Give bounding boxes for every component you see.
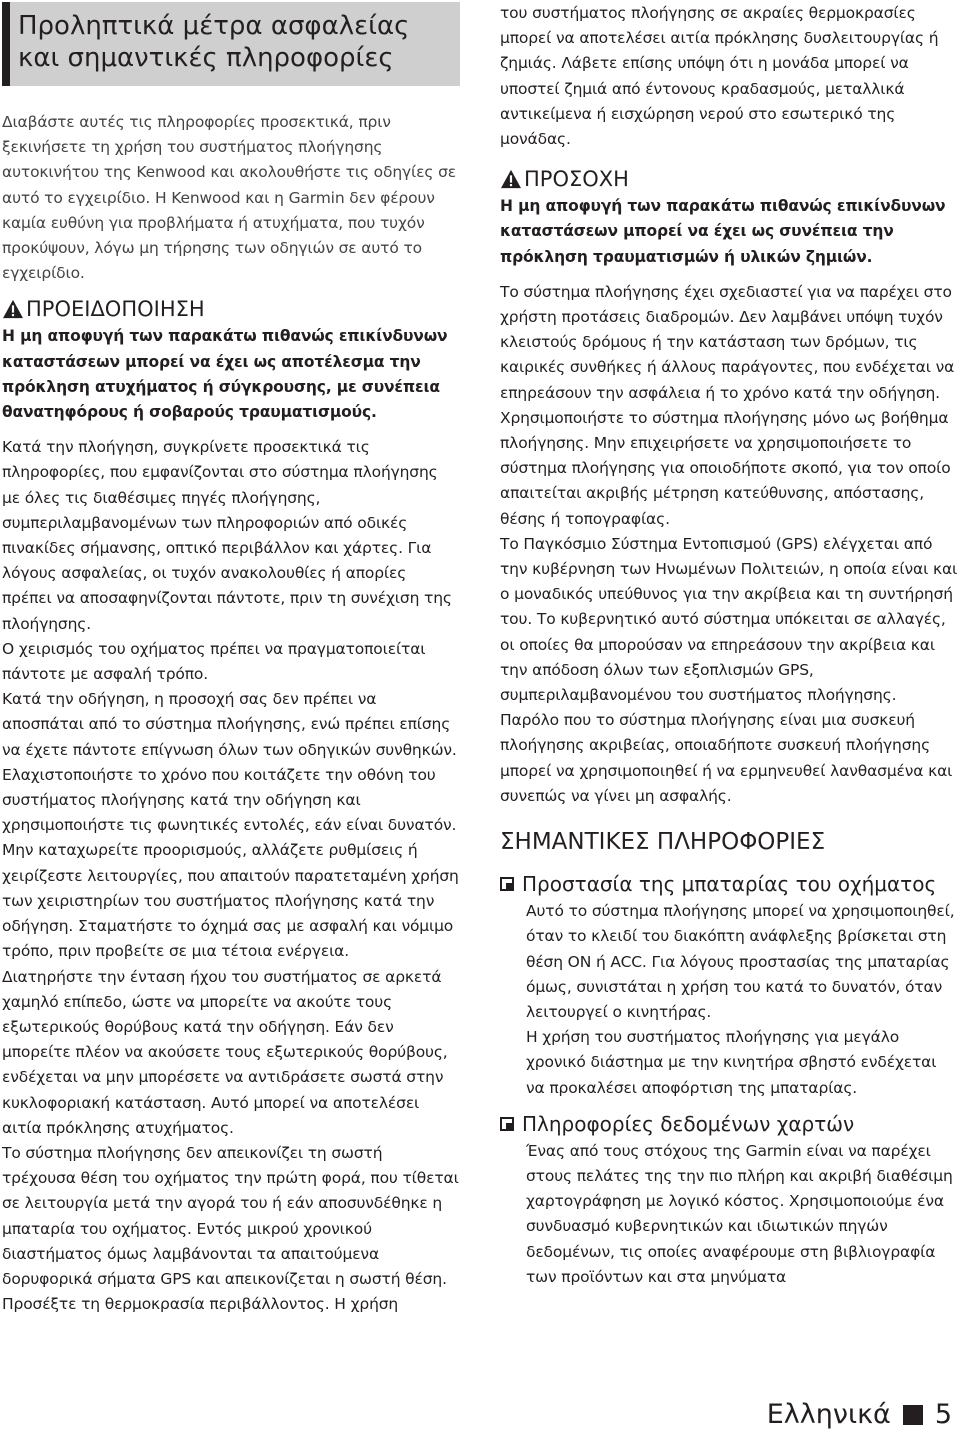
paragraph-route-suggestions: Το σύστημα πλοήγησης έχει σχεδιαστεί για να παρέχει στο χρήστη προτάσεις διαδρομών. Δεν λαμβάνει υπόψη τυχόν κλειστούς δρόμους ή την κατάσταση των δρόμων, τις καιρικές συνθήκες ή άλλους παράγοντες, που ενδέχεται να επηρεάσουν την ασφάλεια ή το χρόνο κατά την οδήγηση. — [500, 282, 955, 402]
footer-square-icon — [903, 1405, 923, 1425]
subsection-heading-battery — [500, 871, 958, 897]
paragraph-battery-2: Η χρήση του συστήματος πλοήγησης για μεγάλο χρονικό διάστημα με την κινητήρα σβηστό ενδέχεται να προκαλέσει αποφόρτιση της μπαταρίας. — [526, 1028, 937, 1097]
paragraph-gps-government: Το Παγκόσμιο Σύστημα Εντοπισμού (GPS) ελέγχεται από την κυβέρνηση των Ηνωμένων Πολιτειών, η οποία είναι και ο μοναδικός υπεύθυνος για την ακρίβεια και τη συντήρησή του. Το κυβερνητικό αυτό σύστημα υπόκειται σε αλλαγές, οι οποίες θα μπορούσαν να επηρεάσουν την ακρίβεια και την απόδοση όλων των εξοπλισμών GPS, συμπεριλαμβανομένου του συστήματος πλοήγησης. Παρόλο που το σύστημα πλοήγησης είναι μια συσκευή πλοήγησης ακριβείας, οποιαδήποτε συσκευή πλοήγησης μπορεί να χρησιμοποιηθεί ή να ερμηνευθεί λανθασμένα και συνεπώς να γίνει μη ασφαλής. — [500, 534, 958, 805]
page-title-line1: Προληπτικά μέτρα ασφαλείας — [18, 11, 410, 41]
warning-text: Η μη αποφυγή των παρακάτω πιθανώς επικίνδυνων καταστάσεων μπορεί να έχει ως αποτέλεσμα την πρόκληση ατυχήματος ή σύγκρουσης, με συνέπεια θανατηφόρους ή σοβαρούς τραυματισμούς. — [2, 327, 448, 422]
page-title-line2: και σημαντικές πληροφορίες — [18, 43, 394, 73]
caution-heading — [500, 166, 958, 192]
caution-text: Η μη αποφυγή των παρακάτω πιθανώς επικίνδυνων καταστάσεων μπορεί να έχει ως συνέπεια την πρόκληση τραυματισμών ή υλικών ζημιών. — [500, 197, 946, 266]
subsection-title-battery: Προστασία της μπαταρίας του οχήματος — [522, 872, 937, 897]
left-column — [2, 0, 460, 1317]
paragraph-safe-operation: Ο χειρισμός του οχήματος πρέπει να πραγματοποιείται πάντοτε με ασφαλή τρόπο. — [2, 639, 426, 684]
subsection-title-map-data: Πληροφορίες δεδομένων χαρτών — [522, 1111, 855, 1136]
warning-heading — [2, 296, 460, 322]
paragraph-temperature: Προσέξτε τη θερμοκρασία περιβάλλοντος. Η χρήση — [2, 1295, 399, 1314]
section-square-icon — [500, 877, 514, 891]
section-title-important-info: ΣΗΜΑΝΤΙΚΕΣ ΠΛΗΡΟΦΟΡΙΕΣ — [500, 829, 826, 856]
paragraph-compare-info: Κατά την πλοήγηση, συγκρίνετε προσεκτικά τις πληροφορίες, που εμφανίζονται στο σύστημα πλοήγησης με όλες τις διαθέσιμες πηγές πλοήγησης, συμπεριλαμβανομένων των πληροφοριών από οδικές πινακίδες σήμανσης, οπτικό περιβάλλον και χάρτες. Για λόγους ασφαλείας, οι τυχόν ανακολουθίες ή απορίες πρέπει να αποσαφηνίζονται πάντοτε, πριν τη συνέχιση της πλοήγησης. — [2, 438, 452, 633]
page-title-box — [2, 2, 460, 86]
paragraph-temperature-cont: του συστήματος πλοήγησης σε ακραίες θερμοκρασίες μπορεί να αποτελέσει αιτία πρόκλησης δυσλειτουργίας ή ζημιάς. Λάβετε επίσης υπόψη ότι η μονάδα μπορεί να υποστεί ζημιά από έντονους κραδασμούς, μεταλλικά αντικείμενα ή εισχώρηση νερού στο εσωτερικό της μονάδας. — [500, 4, 939, 149]
right-column — [500, 0, 958, 1290]
caution-title: ΠΡΟΣΟΧΗ — [524, 167, 629, 192]
section-square-icon — [500, 1117, 514, 1131]
caution-triangle-icon — [500, 169, 522, 189]
page-title — [18, 10, 450, 74]
subsection-heading-map-data — [500, 1111, 958, 1137]
page-footer — [767, 1398, 952, 1432]
paragraph-volume: Διατηρήστε την ένταση ήχου του συστήματος σε αρκετά χαμηλό επίπεδο, ώστε να μπορείτε να ακούτε τους εξωτερικούς θορύβους κατά την οδήγηση. Εάν δεν μπορείτε πλέον να ακούσετε τους εξωτερικούς θορύβους, ενδέχεται να μην μπορέσετε να αντιδράσετε σωστά στην κυκλοφοριακή κατάσταση. Αυτό μπορεί να αποτελέσει αιτία πρόκλησης ατυχήματος. — [2, 967, 448, 1137]
intro-paragraph: Διαβάστε αυτές τις πληροφορίες προσεκτικά, πριν ξεκινήσετε τη χρήση του συστήματος πλοήγησης αυτοκινήτου της Kenwood και ακολουθήστε τις οδηγίες σε αυτό το εγχειρίδιο. Η Kenwood και η Garmin δεν φέρουν καμία ευθύνη για προβλήματα ή ατυχήματα, που τυχόν προκύψουν, λόγω μη τήρησης των οδηγιών σε αυτό το εγχειρίδιο. — [2, 113, 456, 283]
footer-language: Ελληνικά — [766, 1399, 891, 1430]
paragraph-gps-position: Το σύστημα πλοήγησης δεν απεικονίζει τη σωστή τρέχουσα θέση του οχήματος την πρώτη φορά, που τίθεται σε λειτουργία μετά την αγορά του ή εάν αποσυνδέθηκε η μπαταρία του οχήματος. Εντός μικρού χρονικού διαστήματος όμως λαμβάνονται τα απαιτούμενα δορυφορικά σήματα GPS και απεικονίζεται η σωστή θέση. — [2, 1143, 459, 1288]
warning-triangle-icon — [2, 299, 24, 319]
paragraph-map-data: Ένας από τους στόχους της Garmin είναι να παρέχει στους πελάτες της την πιο πλήρη και ακριβή διαθέσιμη χαρτογράφηση με λογικό κόστος. Χρησιμοποιούμε ένα συνδυασμό κυβερνητικών και ιδιωτικών πηγών δεδομένων, τις οποίες αναφέρουμε στη βιβλιογραφία των προϊόντων και στα μηνύματα — [526, 1141, 953, 1286]
paragraph-no-input-while-driving: Μην καταχωρείτε προορισμούς, αλλάζετε ρυθμίσεις ή χειρίζεστε λειτουργίες, που απαιτούν παρατεταμένη χρήση των χειριστηρίων του συστήματος πλοήγησης κατά την οδήγηση. Σταματήστε το όχημά σας με ασφαλή και νόμιμο τρόπο, πριν προβείτε σε μια τέτοια ενέργεια. — [2, 841, 459, 961]
warning-title: ΠΡΟΕΙΔΟΠΟΙΗΣΗ — [26, 297, 205, 322]
paragraph-attention: Κατά την οδήγηση, η προσοχή σας δεν πρέπει να αποσπάται από το σύστημα πλοήγησης, ενώ πρέπει επίσης να έχετε πάντοτε επίγνωση όλων των οδηγικών συνθηκών. Ελαχιστοποιήστε το χρόνο που κοιτάζετε την οθόνη του συστήματος πλοήγησης κατά την οδήγηση και χρησιμοποιήστε τις φωνητικές εντολές, εάν είναι δυνατόν. — [2, 690, 457, 835]
paragraph-navigation-aid: Χρησιμοποιήστε το σύστημα πλοήγησης μόνο ως βοήθημα πλοήγησης. Μην επιχειρήσετε να χρησιμοποιήσετε το σύστημα πλοήγησης για οποιοδήποτε σκοπό, για τον οποίο απαιτείται ακριβής μέτρηση κατεύθυνσης, απόστασης, θέσης ή τοπογραφίας. — [500, 408, 951, 528]
paragraph-battery-1: Αυτό το σύστημα πλοήγησης μπορεί να χρησιμοποιηθεί, όταν το κλειδί του διακόπτη ανάφλεξης βρίσκεται στη θέση ON ή ACC. Για λόγους προστασίας της μπαταρίας όμως, συνιστάται η χρήση του κατά το δυνατόν, όταν λειτουργεί ο κινητήρας. — [526, 902, 955, 1021]
page-number: 5 — [934, 1399, 952, 1430]
